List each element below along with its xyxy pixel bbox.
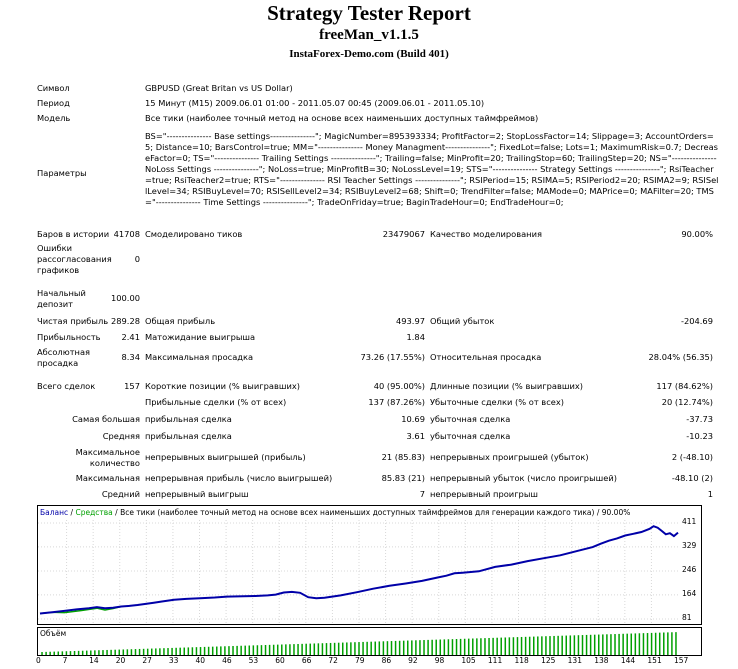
x-tick-label: 72 xyxy=(328,656,338,665)
x-tick-label: 151 xyxy=(647,656,662,665)
ticks-label: Смоделировано тиков xyxy=(145,229,243,239)
y-tick-label: 164 xyxy=(682,588,697,598)
cons-losses-label: непрерывных проигрышей (убыток) xyxy=(430,452,589,462)
y-tick-label: 411 xyxy=(682,517,697,526)
x-tick-label: 125 xyxy=(541,656,556,665)
gross-profit-label: Общая прибыль xyxy=(145,316,216,326)
x-tick-label: 98 xyxy=(434,656,445,665)
loss-trades-label: Убыточные сделки (% от всех) xyxy=(430,397,565,407)
max-drawdown-label: Максимальная просадка xyxy=(145,352,254,362)
largest-label: Самая большая xyxy=(72,414,140,424)
cons-loss-value: -48.10 (2) xyxy=(671,473,713,483)
largest-profit-value: 10.69 xyxy=(401,414,425,424)
max-count-label: Максимальное количество xyxy=(75,447,140,468)
balance-chart xyxy=(37,505,702,625)
x-tick-label: 131 xyxy=(567,656,582,665)
x-tick-label: 105 xyxy=(461,656,476,665)
report-title: Strategy Tester Report xyxy=(267,1,471,25)
cons-losses-value: 2 (-48.10) xyxy=(671,452,713,462)
bars-value: 41708 xyxy=(113,229,140,239)
expert-name: freeMan_v1.1.5 xyxy=(319,27,419,43)
x-tick-label: 14 xyxy=(89,656,99,665)
period-label: Период xyxy=(37,98,70,108)
average-loss-value: -10.23 xyxy=(686,431,713,441)
long-positions-value: 117 (84.62%) xyxy=(656,381,713,391)
chart-caption-rest: / Все тики (наиболее точный метод на основе всех наименьших доступных таймфреймов для генерации каждого тика) / 90.00% xyxy=(112,508,631,517)
y-tick-label: 246 xyxy=(682,565,697,574)
x-tick-label: 60 xyxy=(275,656,285,665)
x-tick-label: 86 xyxy=(381,656,392,665)
x-tick-label: 66 xyxy=(301,656,312,665)
x-tick-label: 33 xyxy=(168,656,179,665)
params-value: BS="--------------- Base settings---------------"; MagicNumber=895393334; ProfitFactor=2; StopLossFactor=14; Slippage=3; AccountOrders=5; Distance=10; BarsControl=true; MM="--------------- Money Managment---------------"; FixedLot=false; Lots=1; MaximumRisk=0.7; DecreaseFactor=0; TS="--------------- Trailing Settings ---------------"; Trailing=false; MinProfit=20; TrailingStop=60; TrailingStep=20; NS="--------------- NoLoss Settings ---------------"; NoLoss=true; MinProfitB=30; NoLossLevel=19; STS="--------------- Strategy Settings ---------------"; RsiTeacher=true; RsiTeacher2=true; RTS="--------------- RSI Teacher Settings ---------------"; RSIPeriod=15; RSIMA=5; RSIPeriod2=20; RSIMA2=9; RSISellLevel=34; RSIBuyLevel=70; RSISellLevel2=34; RSIBuyLevel2=68; Shift=0; TrendFilter=false; MAMode=0; MAPrice=0; MAFilter=20; TMS="--------------- Time Settings ---------------"; TradeOnFriday=true; BaginTradeHour=0; EndTradeHour=0; xyxy=(145,131,720,207)
avg-cons-win-label: непрерывный выигрыш xyxy=(145,489,249,499)
y-tick-label: 81 xyxy=(682,613,692,622)
average-profit-value: 3.61 xyxy=(406,431,425,441)
rel-drawdown-label: Относительная просадка xyxy=(430,352,542,362)
avg-cons-label: Средний xyxy=(101,489,140,499)
ticks-value: 23479067 xyxy=(382,229,425,239)
average-loss-label: убыточная сделка xyxy=(430,431,511,441)
x-tick-label: 46 xyxy=(222,656,232,665)
cons-loss-label: непрерывный убыток (число проигрышей) xyxy=(430,473,617,483)
x-tick-label: 118 xyxy=(514,656,529,665)
largest-profit-label: прибыльная сделка xyxy=(145,414,232,424)
period-value: 15 Минут (M15) 2009.06.01 01:00 - 2011.05.07 00:45 (2009.06.01 - 2011.05.10) xyxy=(145,98,485,108)
avg-cons-loss-value: 1 xyxy=(707,489,713,499)
quality-value: 90.00% xyxy=(681,229,713,239)
cons-profit-label: непрерывная прибыль (число выигрышей) xyxy=(145,473,333,483)
model-label: Модель xyxy=(37,113,71,123)
x-tick-label: 111 xyxy=(487,656,503,665)
balance-line xyxy=(40,526,678,613)
profit-trades-value: 137 (87.26%) xyxy=(368,397,425,407)
x-tick-label: 92 xyxy=(408,656,418,665)
params-label: Параметры xyxy=(37,168,87,178)
symbol-label: Символ xyxy=(37,83,70,93)
balance-chart-svg xyxy=(38,506,701,624)
cons-wins-value: 21 (85.83) xyxy=(381,452,425,462)
volume-chart-svg xyxy=(38,628,701,655)
max-drawdown-value: 73.26 (17.55%) xyxy=(360,352,425,362)
volume-label: Объём xyxy=(40,629,67,638)
x-tick-label: 144 xyxy=(620,656,636,665)
volume-chart xyxy=(37,627,702,656)
errors-label: Ошибки рассогласования графиков xyxy=(37,243,112,275)
loss-trades-value: 20 (12.74%) xyxy=(661,397,713,407)
expected-payoff-label: Матожидание выигрыша xyxy=(145,332,256,342)
maximal-label: Максимальная xyxy=(75,473,140,483)
x-tick-label: 0 xyxy=(36,656,41,665)
legend-equity: Средства xyxy=(75,508,113,517)
x-tick-label: 27 xyxy=(142,656,152,665)
deposit-value: 100.00 xyxy=(110,293,140,303)
x-tick-label: 138 xyxy=(594,656,609,665)
x-tick-label: 79 xyxy=(355,656,365,665)
deposit-label: Начальный депозит xyxy=(37,288,86,309)
short-positions-value: 40 (95.00%) xyxy=(373,381,425,391)
x-tick-label: 157 xyxy=(674,656,689,665)
bars-label: Баров в истории xyxy=(37,229,110,239)
gross-profit-value: 493.97 xyxy=(395,316,425,326)
cons-wins-label: непрерывных выигрышей (прибыль) xyxy=(145,452,306,462)
avg-cons-win-value: 7 xyxy=(419,489,425,499)
largest-loss-value: -37.73 xyxy=(686,414,713,424)
expected-payoff-value: 1.84 xyxy=(406,332,425,342)
abs-drawdown-label: Абсолютная просадка xyxy=(37,347,91,368)
net-profit-label: Чистая прибыль xyxy=(37,316,109,326)
total-trades-value: 157 xyxy=(124,381,140,391)
total-trades-label: Всего сделок xyxy=(37,381,96,391)
cons-profit-value: 85.83 (21) xyxy=(381,473,425,483)
symbol-value: GBPUSD (Great Britan vs US Dollar) xyxy=(145,83,293,93)
profit-factor-label: Прибыльность xyxy=(37,332,101,342)
y-tick-label: 329 xyxy=(682,540,697,550)
profit-trades-label: Прибыльные сделки (% от всех) xyxy=(145,397,287,407)
abs-drawdown-value: 8.34 xyxy=(121,352,140,362)
gross-loss-label: Общий убыток xyxy=(430,316,495,326)
profit-factor-value: 2.41 xyxy=(121,332,140,342)
legend-balance: Баланс xyxy=(40,508,69,517)
x-tick-label: 40 xyxy=(195,656,206,665)
rel-drawdown-value: 28.04% (56.35) xyxy=(648,352,713,362)
average-profit-label: прибыльная сделка xyxy=(145,431,232,441)
legend-separator: / xyxy=(68,508,76,517)
short-positions-label: Короткие позиции (% выигравших) xyxy=(145,381,300,391)
largest-loss-label: убыточная сделка xyxy=(430,414,511,424)
model-value: Все тики (наиболее точный метод на основе всех наименьших доступных таймфреймов) xyxy=(145,113,539,123)
average-label: Средняя xyxy=(102,431,140,441)
x-tick-label: 7 xyxy=(62,656,68,665)
chart-caption xyxy=(40,508,630,517)
long-positions-label: Длинные позиции (% выигравших) xyxy=(430,381,584,391)
server-name: InstaForex-Demo.com (Build 401) xyxy=(289,48,449,60)
errors-value: 0 xyxy=(134,254,140,264)
net-profit-value: 289.28 xyxy=(110,316,140,326)
x-tick-label: 53 xyxy=(248,656,259,665)
avg-cons-loss-label: непрерывный проигрыш xyxy=(430,489,538,499)
quality-label: Качество моделирования xyxy=(430,229,542,239)
gross-loss-value: -204.69 xyxy=(680,316,713,326)
x-tick-label: 20 xyxy=(115,656,126,665)
